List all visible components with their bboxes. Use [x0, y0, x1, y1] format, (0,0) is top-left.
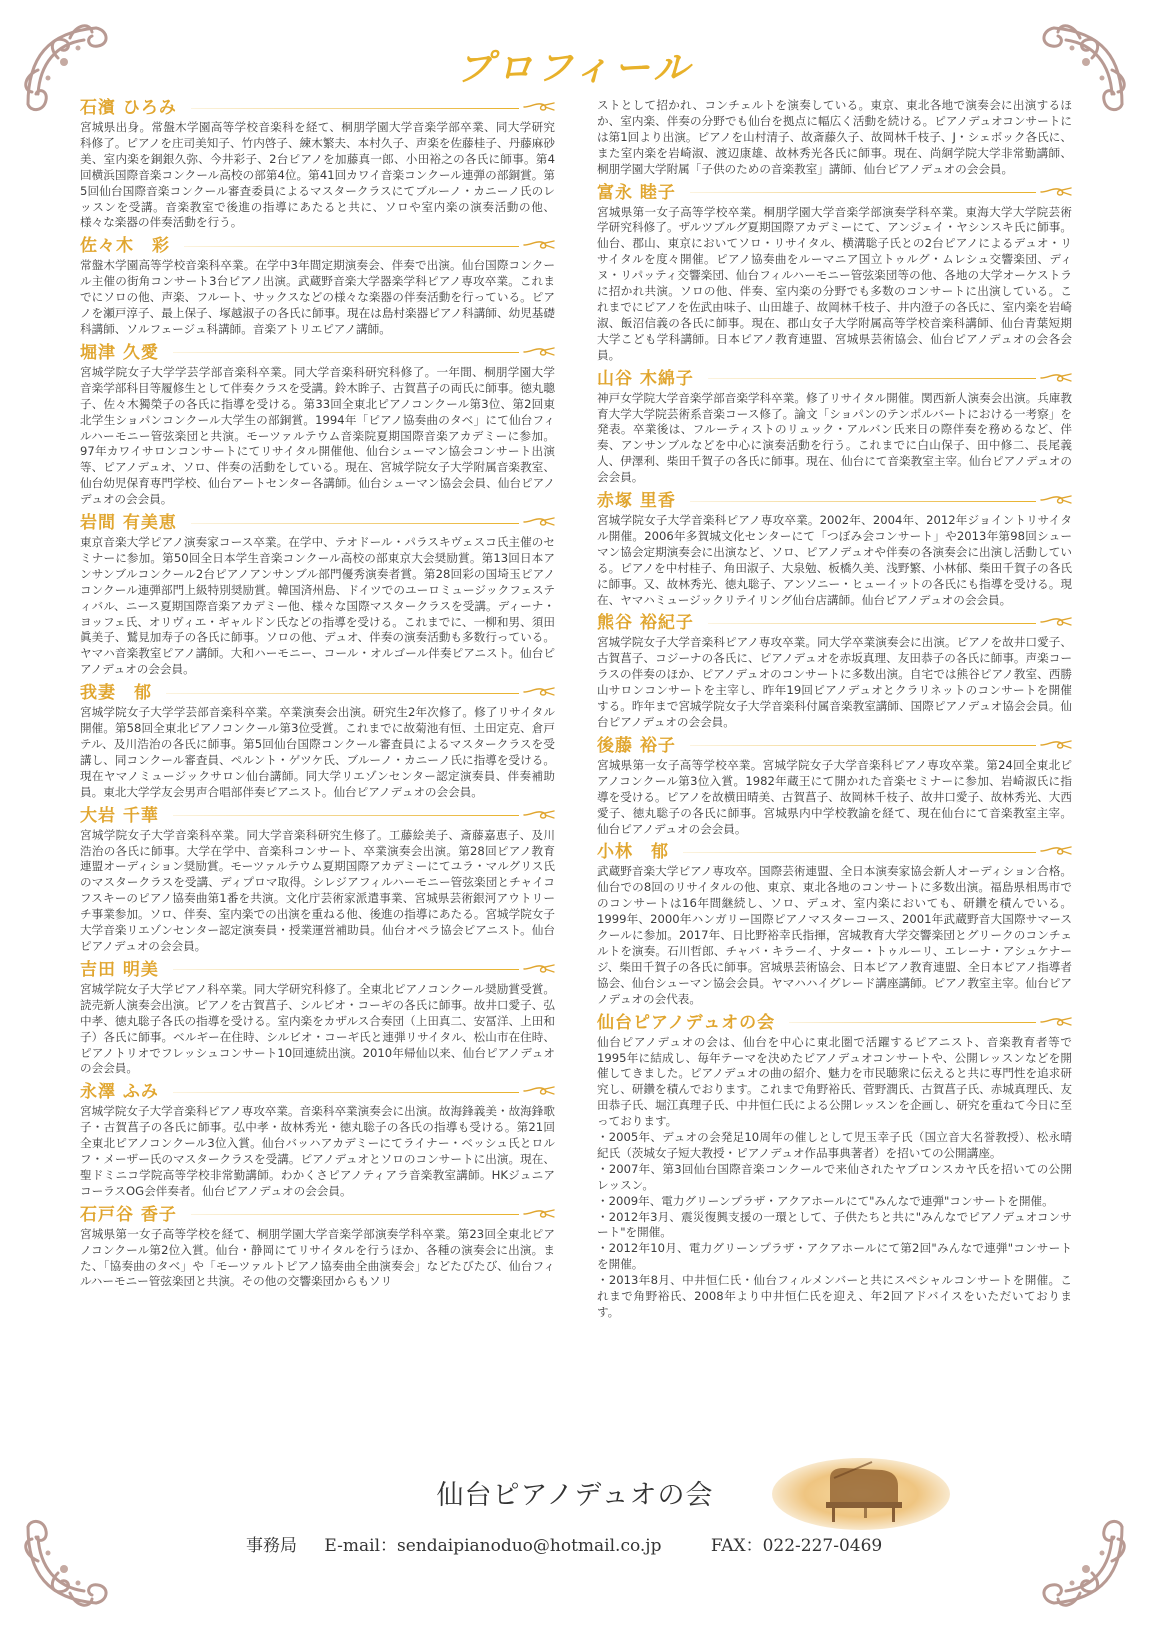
left-column — [80, 98, 555, 1518]
org-text — [597, 1035, 1072, 1321]
org-paragraph: ・2013年8月、中井恒仁氏・仙台フィルメンバーと共にスペシャルコンサートを開催。これまで角野裕氏、2008年より中井恒仁氏を迎え、年2回アドバイスをいただいております。 — [597, 1273, 1072, 1319]
rule-flourish-icon — [523, 683, 555, 703]
org-heading — [597, 1013, 1072, 1033]
rule-flourish-icon — [523, 1205, 555, 1225]
heading-rule — [173, 1092, 519, 1093]
rule-flourish-icon — [1040, 613, 1072, 633]
org-paragraph: ・2009年、電力グリーンプラザ・アクアホールにて"みんなで連弾"コンサートを開催。 — [597, 1193, 1054, 1208]
heading-rule — [191, 108, 519, 109]
profile-entry — [597, 613, 1072, 730]
profile-heading — [80, 236, 555, 256]
profile-heading — [597, 736, 1072, 756]
profile-entry — [597, 491, 1072, 608]
rule-flourish-icon — [1040, 491, 1072, 511]
page-title: プロフィール — [456, 47, 694, 89]
profile-entry — [80, 683, 555, 800]
profile-text: 宮城学院女子大学音楽科卒業。同大学音楽科研究生修了。工藤絵美子、斎藤嘉恵子、及川浩治の各氏に師事。大学在学中、音楽科コンサート、卒業演奏会出演。第28回ピアノ教育連盟オーディション奨励賞。モーツァルテウム夏期国際アカデミーにてユラ・マルグリス氏のマスタークラスを受講、ディプロマ取得。シレジアフィルハーモニー管弦楽団とチャイコフスキーのピアノ協奏曲第1番を共演。文化庁芸術家派遣事業、宮城県芸術銀河アウトリーチ事業参加。ソロ、伴奏、室内楽での出演を重ねる他、後進の指導にあたる。宮城学院女子大学音楽リエゾンセンター認定演奏員・授業運営補助員。仙台オペラ協会ピアニスト。仙台ピアノデュオの会会員。 — [80, 827, 555, 953]
footer-contact — [246, 1531, 946, 1556]
org-paragraph: ・2012年3月、震災復興支援の一環として、子供たちと共に"みんなでピアノデュオコンサート"を開催。 — [597, 1209, 1072, 1240]
profile-heading — [597, 491, 1072, 511]
profile-entry — [80, 236, 555, 338]
org-name: 仙台ピアノデュオの会 — [597, 1012, 776, 1033]
right-column — [597, 98, 1072, 1518]
rule-flourish-icon — [1040, 369, 1072, 389]
profile-entry — [80, 806, 555, 955]
profile-text: 武蔵野音楽大学ピアノ専攻卒。国際芸術連盟、全日本演奏家協会新人オーディション合格。仙台での8回のリサイタルの他、東京、東北各地のコンサートに多数出演。福島県相馬市でのコンサートは16年間継続し、ソロ、デュオ、室内楽においても、研鑽を積んでいる。1999年、2000年ハンガリー国際ピアノマスターコース、2001年武蔵野音大国際サマースクールに参加。2017年、日比野裕幸氏指揮，宮城教育大学交響楽団とグリークのコンチェルトを演奏。石川哲郎、チャバ・キラーイ、ナター・トゥルーリ、エレーナ・アシュケナージ、柴田千賀子の各氏に師事。宮城県芸術協会、日本ピアノ教育連盟、全日本ピアノ指導者協会、仙台シューマン協会会員。ヤマハハイグレード講座講師。ピアノ教室主宰。仙台ピアノデュオの会代表。 — [597, 864, 1072, 1006]
rule-flourish-icon — [523, 343, 555, 363]
profile-entry — [597, 842, 1072, 1007]
heading-rule — [789, 1022, 1036, 1023]
profile-text: 宮城学院女子大学音楽科ピアノ専攻卒業。2002年、2004年、2012年ジョイントリサイタル開催。2006年多賀城文化センターにて「つぼみ会コンサート」や2013年第98回シューマン協会定期演奏会に出演など、ソロ、ピアノデュオや伴奏の各演奏会に出演し活動している。ピアノを中村桂子、角田淑子、大泉勉、板橋久美、浅野繁、小林郁、柴田千賀子の各氏に師事。又、故林秀光、徳丸聡子、アンソニー・ヒューイットの各氏にも指導を受ける。現在、ヤマハミュージックリテイリング仙台店講師。仙台ピアノデュオの会会員。 — [597, 513, 1072, 607]
profile-name: 富永 睦子 — [597, 182, 676, 203]
email-address[interactable]: E-mail：sendaipianoduo@hotmail.co.jp — [324, 1536, 662, 1556]
profile-entry — [80, 960, 555, 1077]
profile-entry — [80, 1082, 555, 1199]
heading-rule — [166, 693, 519, 694]
profile-name: 山谷 木綿子 — [597, 368, 694, 389]
profile-entry — [597, 98, 1072, 178]
rule-flourish-icon — [523, 960, 555, 980]
heading-rule — [708, 378, 1036, 379]
heading-rule — [191, 1214, 519, 1215]
profile-text: 神戸女学院大学音楽学部音楽学科卒業。修了リサイタル開催。関西新人演奏会出演。兵庫教育大学大学院芸術系音楽コース修了。論文「ショパンのテンポルバートにおける一考察」を発表。卒業後は、フルーティストのリュック・アルバン氏来日の際伴奏を務めるなど、伴奏、アンサンブルなどを中心に演奏活動を行う。これまでに白山保子、田中修二、長尾義人、伊澤利、柴田千賀子の各氏に師事。現在、仙台にて音楽教室主宰。仙台ピアノデュオの会会員。 — [597, 390, 1072, 485]
org-paragraph: ・2012年10月、電力グリーンプラザ・アクアホールにて第2回"みんなで連弾"コンサートを開催。 — [597, 1241, 1072, 1272]
heading-rule — [708, 623, 1036, 624]
profile-heading — [80, 1205, 555, 1225]
org-section — [597, 1013, 1072, 1321]
profile-text: 常盤木学園高等学校音楽科卒業。在学中3年間定期演奏会、伴奏で出演。仙台国際コンクール主催の街角コンサート3台ピアノ出演。武蔵野音楽大学器楽学科ピアノ専攻卒業。これまでにソロの他、声楽、フルート、サックスなどの様々な楽器の伴奏活動を行っている。ピアノを瀬戸淳子、最上保子、塚越淑子の各氏に師事。現在は島村楽器ピアノ科講師、幼児基礎科講師、ソルフェージュ科講師。音楽アトリエピアノ講師。 — [80, 258, 555, 336]
profile-name: 大岩 千華 — [80, 805, 159, 826]
profile-text: 東京音楽大学ピアノ演奏家コース卒業。在学中、テオドール・パラスキヴェスコ氏主催のセミナーに参加。第50回全日本学生音楽コンクール高校の部東京大会奨励賞。第13回日本アンサンブルコンクール2台ピアノアンサンブル部門優秀演奏者賞。第28回彩の国埼玉ピアノコンクール連弾部門上級特別奨励賞。韓国済州島、ドイツでのユーロミュージックフェスティバル、ニース夏期国際音楽アカデミー他、様々な国際マスタークラスを受講。ディーナ・ヨッフェ氏、オリヴィエ・ギャルドン氏などの指導を受ける。これまでに、一柳和男、須田眞美子、鷲見加寿子の各氏に師事。ソロの他、デュオ、伴奏の演奏活動も多数行っている。ヤマハ音楽教室ピアノ講師。大和ハーモニー、コール・オルゴール伴奏ピアニスト。仙台ピアノデュオの会会員。 — [80, 535, 555, 677]
profile-name: 石濱 ひろみ — [80, 98, 177, 118]
profile-name: 小林 郁 — [597, 842, 669, 863]
profile-name: 佐々木 彩 — [80, 236, 170, 257]
profile-text: 宮城県出身。常盤木学園高等学校音楽科を経て、桐朋学園大学音楽学部卒業、同大学研究科修了。ピアノを庄司美知子、竹内啓子、練木繁夫、本村久子、声楽を佐藤桂子、丹藤麻砂美、室内楽を銅銀久弥、今井彩子、2台ピアノを加藤真一郎、小田裕之の各氏に師事。第4回横浜国際音楽コンクール高校の部第4位。第41回カワイ音楽コンクール連弾の部銅賞。第5回仙台国際音楽コンクール審査委員によるマスタークラスにてブルーノ・カニーノ氏のレッスンを受講。音楽教室で後進の指導にあたると共に、ソロや室内楽の演奏活動の他、様々な楽器の伴奏活動を行う。 — [80, 120, 555, 230]
org-paragraph: ・2007年、第3回仙台国際音楽コンクールで来仙されたヤブロンスカヤ氏を招いての公開レッスン。 — [597, 1161, 1072, 1192]
heading-rule — [683, 852, 1036, 853]
profile-text: 宮城学院女子大学音楽科ピアノ専攻卒業。同大学卒業演奏会に出演。ピアノを故井口愛子、古賀菖子、コジーナの各氏に、ピアノデュオを赤坂真理、友田恭子の各氏に師事。声楽コーラスの伴奏のほか、ピアノデュオのコンサートに多数出演。自宅では熊谷ピアノ教室、西勝山サロンコンサートを主宰し、昨年19回ピアノデュオとクラリネットのコンサートを開催する。昨年まで宮城学院女子大学音楽科付属音楽教室講師、国際ピアノデュオ協会会員。仙台ピアノデュオの会会員。 — [597, 635, 1072, 729]
profile-text: 宮城学院女子大学音楽科ピアノ専攻卒業。音楽科卒業演奏会に出演。故海鋒義美・故海鋒歌子・古賀菖子の各氏に師事。弘中孝・故林秀光・徳丸聡子の各氏の指導も受ける。第21回全東北ピアノコンクール3位入賞。仙台バッハアカデミーにてライナー・ベッシュ氏とロルフ・メーザー氏のマスタークラスを受講。ピアノデュオとソロのコンサートに出演。現在、聖ドミニコ学院高等学校非常勤講師。わかくさピアノティアラ音楽教室講師。HKジュニアコーラスOG会伴奏者。仙台ピアノデュオの会会員。 — [80, 1104, 555, 1198]
profile-text: 宮城学院女子大学ピアノ科卒業。同大学研究科修了。全東北ピアノコンクール奨励賞受賞。読売新人演奏会出演。ピアノを古賀菖子、シルビオ・コーギの各氏に師事。故井口愛子、弘中孝、徳丸聡子各氏の指導を受ける。室内楽をカザルス合奏団（上田真二、安冨洋、上田和子）各氏に師事。ベルギー在住時、シルビオ・コーギ氏と連弾リサイタル、松山市在住時、ピアノトリオでフレッシュコンサート10回連続出演。2010年帰仙以来、仙台ピアノデュオの会会員。 — [80, 981, 555, 1076]
profile-text: 宮城学院女子大学学芸学部音楽科卒業。同大学音楽科研究科修了。一年間、桐朋学園大学音楽学部科目等履修生として伴奏クラスを受講。鈴木眸子、古賀菖子の両氏に師事。徳丸聰子、佐々木獨榮子の各氏に指導を受ける。第33回全東北ピアノコンクール第3位、第2回東北学生ショパンコンクール大学生の部銅賞。1994年「ピアノ協奏曲のタベ」にて仙台フィルハーモニー管弦楽団と共演。モーツァルテウム音楽院夏期国際音楽アカデミーに参加。97年カワイサロンコンサートにてリサイタル開催他、仙台シューマン協会コンサート出演等、ピアノデュオ、ソロ、伴奏の活動をしている。現在、宮城学院女子大学附属音楽教室、仙台幼児保育専門学校、仙台アートセンター各講師。仙台シューマン協会会員、仙台ピアノデュオの会会員。 — [80, 364, 555, 507]
profile-name: 永澤 ふみ — [80, 1082, 159, 1103]
profile-name: 赤塚 里香 — [597, 491, 676, 512]
profile-entry — [80, 343, 555, 508]
corner-ornament-bottom-right-icon — [1036, 1517, 1132, 1613]
rule-flourish-icon — [523, 513, 555, 533]
profile-heading — [80, 513, 555, 533]
profile-text: 宮城県第一女子高等学校を経て、桐朋学園大学音楽学部演奏学科卒業。第23回全東北ピアノコンクール第2位入賞。仙台・静岡にてリサイタルを行うほか、各種の演奏会に出演。また、「協奏曲のタベ」や「モーツァルトピアノ協奏曲全曲演奏会」などたびたび、仙台フィルハーモニー管弦楽団と共演。その他の交響楽団からもソリ — [80, 1226, 555, 1289]
profile-text: 宮城県第一女子高等学校卒業。桐朋学園大学音楽学部演奏学科卒業。東海大学大学院芸術学研究科修了。ザルツブルグ夏期国際アカデミーにて、アンジェイ・ヤシンスキ氏に師事。仙台、郡山、東京においてソロ・リサイタル、横溝聡子氏との2台ピアノによるデュオ・リサイタルを度々開催。ピアノ協奏曲をルーマニア国立トゥルグ・ムレシュ交響楽団、ディヌ・リパッティ交響楽団、仙台フィルハーモニー管弦楽団等の他、各地の大学オーケストラに招かれ共演。ソロの他、伴奏、室内楽の分野でも多数のコンサートに出演している。これまでにピアノを佐武由味子、山田雄子、故岡林千枝子、井内澄子の各氏に、室内楽を岩崎淑、飯沼信義の各氏に師事。現在、郡山女子大学附属高等学校音楽科講師、仙台青葉短期大学こども学科講師。日本ピアノ教育連盟、宮城県芸術協会、仙台ピアノデュオの会各会員。 — [597, 204, 1072, 362]
rule-flourish-icon — [523, 236, 555, 256]
profile-text: 宮城学院女子大学学芸部音楽科卒業。卒業演奏会出演。研究生2年次修了。修了リサイタル開催。第58回全東北ピアノコンクール第3位受賞。これまでに故菊池有恒、土田定克、倉戸テル、及川浩治の各氏に師事。第5回仙台国際コンクール審査員によるマスタークラスを受講し、同コンクール審査員、ペルント・ゲツケ氏、ブルーノ・カニーノ氏に指導を受ける。現在ヤマノミュージックサロン仙台講師。同大学リエゾンセンター認定演奏員、伴奏補助員。東北大学学友会男声合唱部伴奏ピアニスト。仙台ピアノデュオの会会員。 — [80, 705, 555, 799]
rule-flourish-icon — [1040, 183, 1072, 203]
profile-heading — [597, 369, 1072, 389]
heading-rule — [690, 501, 1036, 502]
profile-name: 我妻 郁 — [80, 683, 152, 704]
profile-heading — [597, 613, 1072, 633]
profile-name: 後藤 裕子 — [597, 735, 676, 756]
rule-flourish-icon — [1040, 842, 1072, 862]
profile-heading — [80, 806, 555, 826]
heading-rule — [173, 815, 519, 816]
profile-entry — [597, 736, 1072, 838]
profile-heading — [80, 1082, 555, 1102]
profile-name: 岩間 有美恵 — [80, 513, 177, 534]
heading-rule — [191, 523, 519, 524]
profile-heading — [80, 343, 555, 363]
profile-entry — [80, 98, 555, 231]
profile-heading — [80, 960, 555, 980]
fax-number: FAX：022-227-0469 — [710, 1536, 883, 1556]
profile-name: 吉田 明美 — [80, 959, 159, 980]
heading-rule — [690, 192, 1036, 193]
profile-entry — [80, 513, 555, 678]
rule-flourish-icon — [523, 1082, 555, 1102]
rule-flourish-icon — [523, 806, 555, 826]
rule-flourish-icon — [523, 98, 555, 118]
org-paragraph: ・2005年、デュオの会発足10周年の催しとして児玉幸子氏（国立音大名誉教授）、松永晴紀氏（茨城女子短大教授・ピアノデュオ作品事典著者）を招いての公開講座。 — [597, 1130, 1072, 1160]
org-paragraph: 仙台ピアノデュオの会は、仙台を中心に東北圏で活躍するピアニスト、音楽教育者等で1995年に結成し、毎年テーマを決めたピアノデュオコンサートや、公開レッスンなどを開催してきました。ピアノデュオの曲の紹介、魅力を市民聴衆に伝えると共に専門性を追求研究し、研鑽を積んでおります。これまで角野裕氏、菅野潤氏、古賀菖子氏、赤城真理氏、友田恭子氏、堀江真理子氏、中井恒仁氏による公開レッスンを企画し、研究を重ねて今日に至っております。 — [597, 1034, 1072, 1129]
heading-rule — [690, 745, 1036, 746]
footer-org-name: 仙台ピアノデュオの会 — [436, 1480, 714, 1511]
profile-entry — [80, 1205, 555, 1291]
profile-name: 石戸谷 香子 — [80, 1204, 177, 1225]
profile-name: 堀津 久愛 — [80, 342, 159, 363]
profile-name: 熊谷 裕紀子 — [597, 613, 694, 634]
profile-entry — [597, 369, 1072, 486]
profile-text: ストとして招かれ、コンチェルトを演奏している。東京、東北各地で演奏会に出演するほか、室内楽、伴奏の分野でも仙台を拠点に幅広く活動を続ける。ピアノデュオコンサートには第1回より出演。ピアノを山村清子、故斎藤久子、故岡林千枝子、J・シェボック各氏に、また室内楽を岩崎淑、渡辺康雄、故林秀光各氏に師事。現在、尚絅学院大学非常勤講師、桐朋学園大学附属「子供のための音楽教室」講師、仙台ピアノデュオの会会員。 — [597, 98, 1072, 176]
profile-entry — [597, 183, 1072, 364]
heading-rule — [184, 246, 519, 247]
profile-heading — [597, 183, 1072, 203]
profile-text: 宮城県第一女子高等学校卒業。宮城学院女子大学音楽科ピアノ専攻卒業。第24回全東北ピアノコンクール第3位入賞。1982年蔵王にて開かれた音楽セミナーに参加、岩崎淑氏に指導を受ける。ピアノを故横田晴美、古賀菖子、故岡林千枝子、故井口愛子、故林秀光、大西愛子、徳丸聡子の各氏に師事。宮城県内中学校教諭を経て、現在仙台にて音楽教室主宰。仙台ピアノデュオの会会員。 — [597, 757, 1072, 836]
heading-rule — [173, 969, 519, 970]
rule-flourish-icon — [1040, 736, 1072, 756]
rule-flourish-icon — [1040, 1013, 1072, 1033]
profile-heading — [80, 683, 555, 703]
heading-rule — [173, 352, 519, 353]
profile-heading — [597, 842, 1072, 862]
profile-heading — [80, 98, 555, 118]
office-label: 事務局 — [246, 1536, 297, 1556]
corner-ornament-bottom-left-icon — [18, 1517, 114, 1613]
